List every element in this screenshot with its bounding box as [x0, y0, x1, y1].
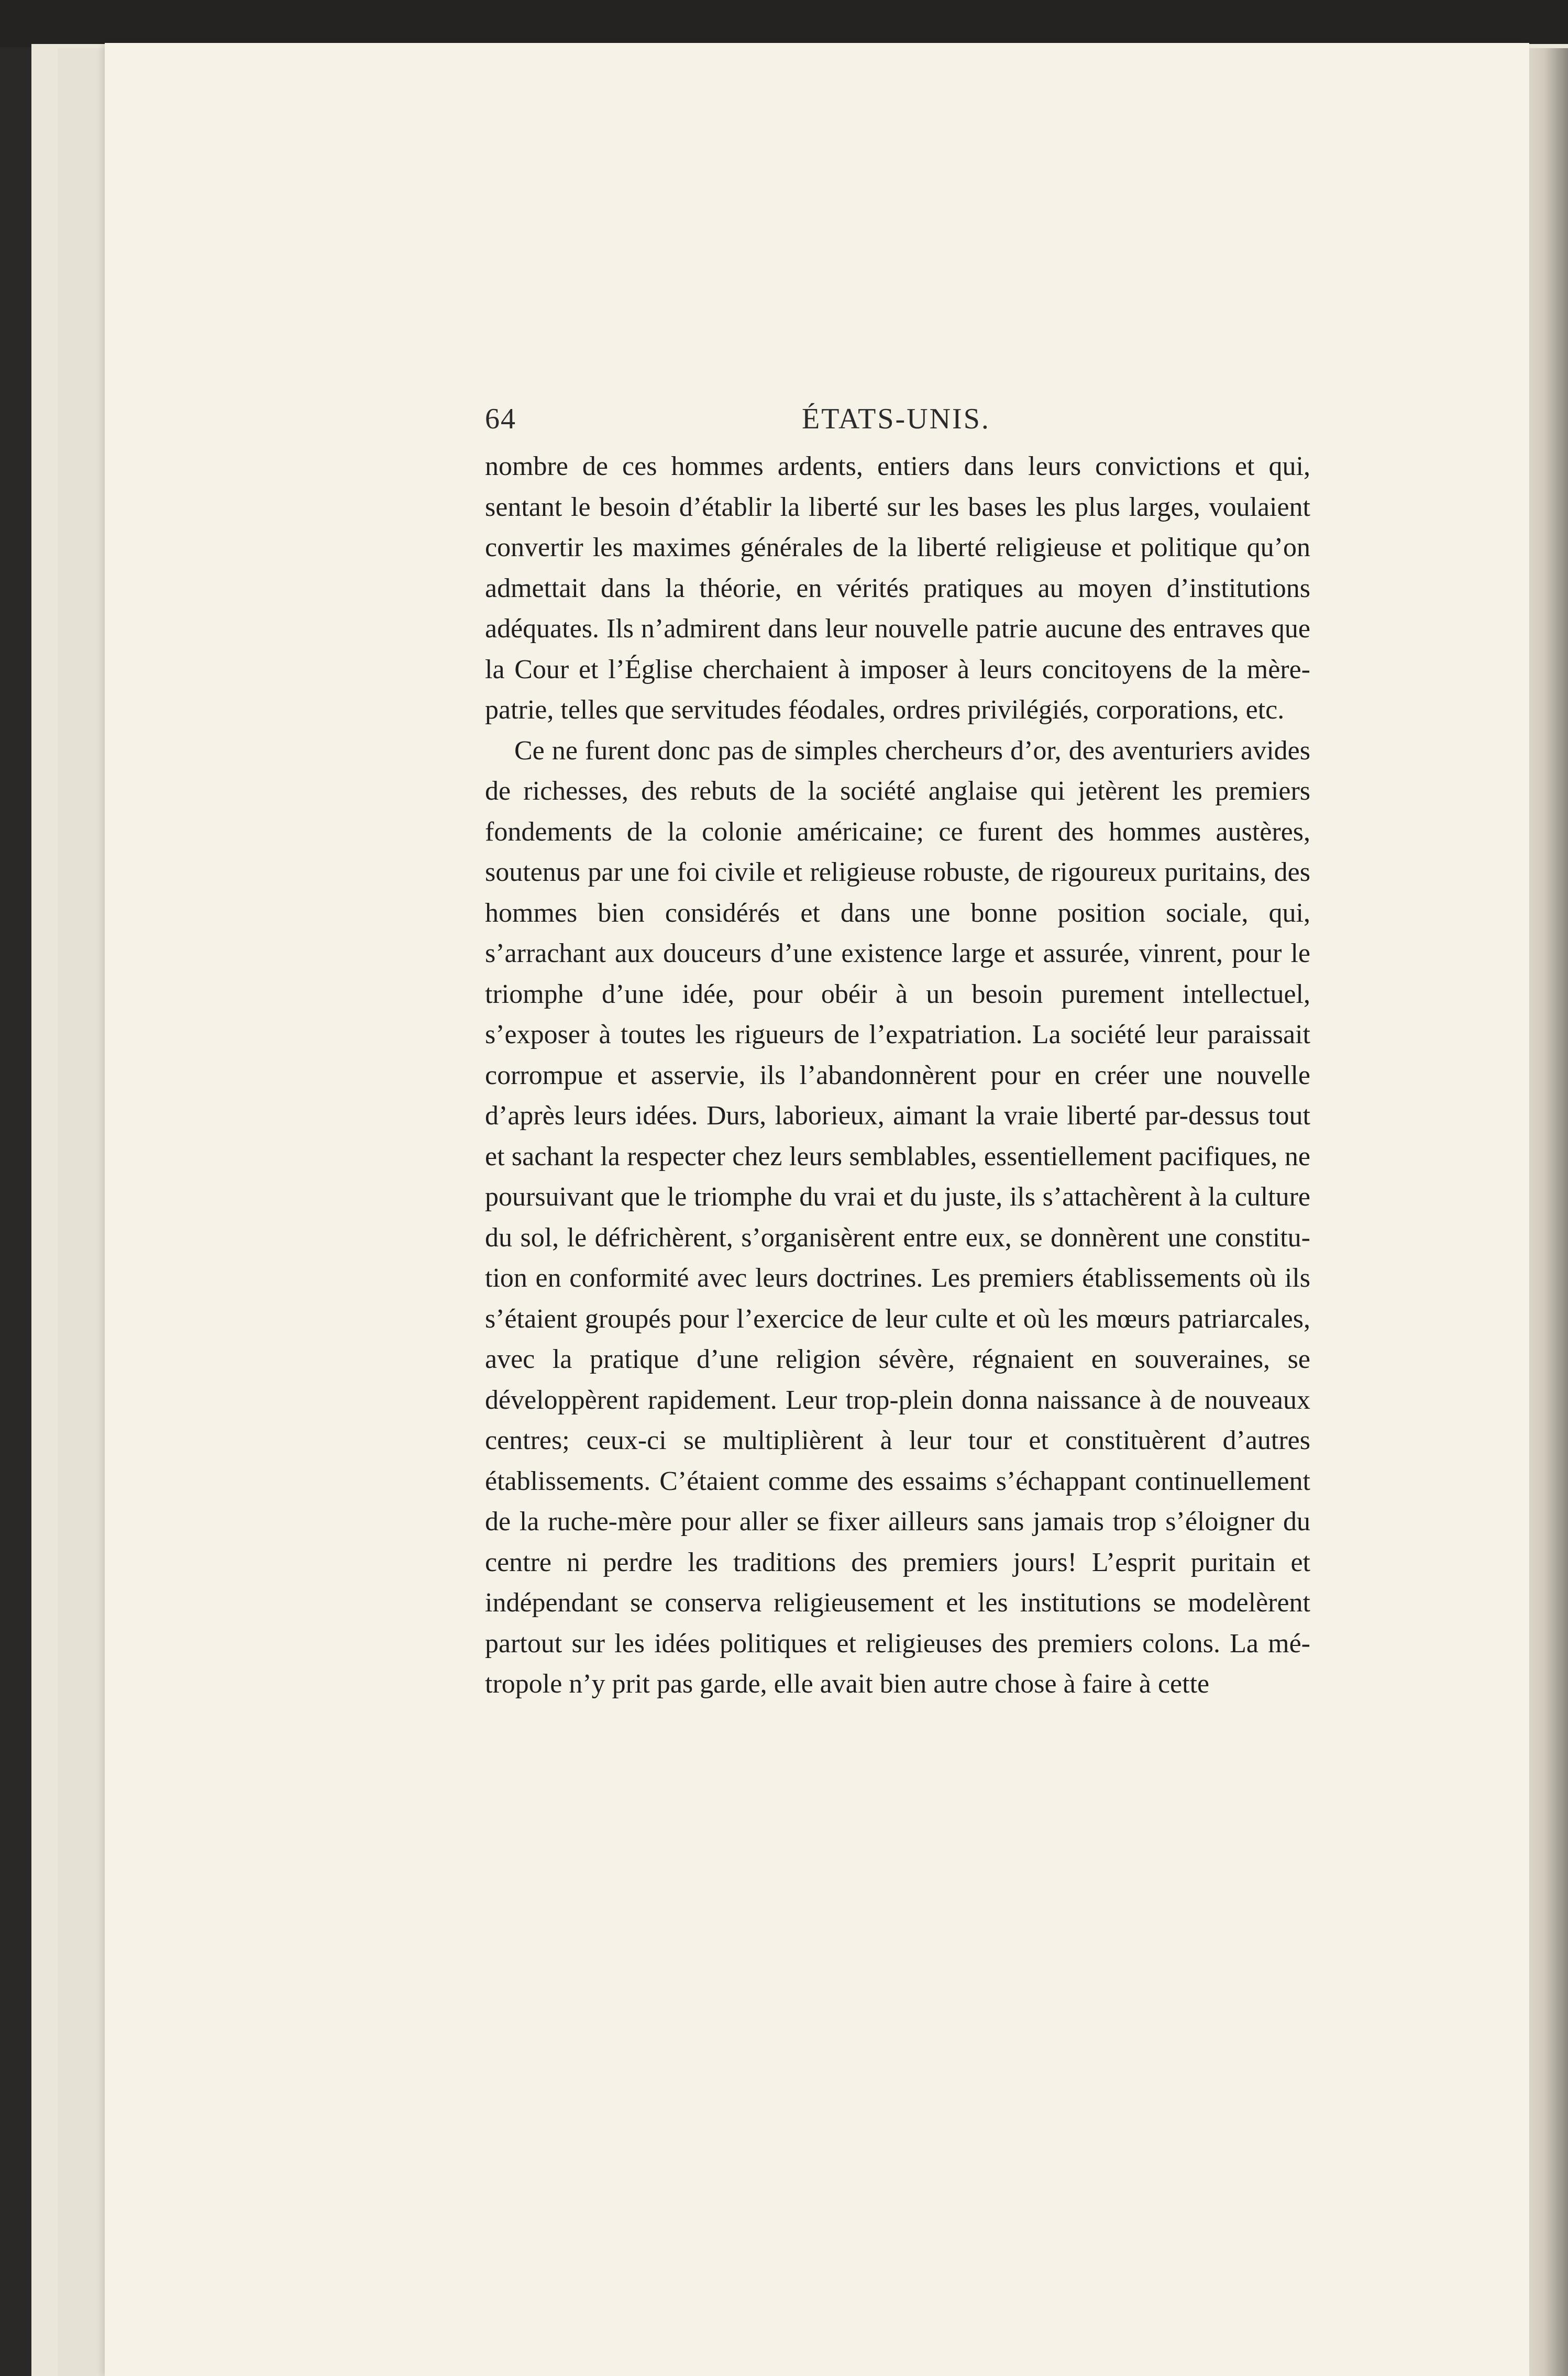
body-text [485, 446, 1310, 1705]
paragraph: Ce ne furent donc pas de simples chercheurs d’or, des aventuriers avides de richesses, des rebuts de la société anglaise qui jetèrent les premiers fondements de la colonie américaine; ce furent des hommes austères, soutenus par une foi civile et religieuse robuste, de rigoureux puritains, des hommes bien considérés et dans une bonne position sociale, qui, s’arrachant aux douceurs d’une existence large et assurée, vinrent, pour le triomphe d’une idée, pour obéir à un besoin purement intellectuel, s’exposer à toutes les rigueurs de l’expatriation. La société leur paraissait corrompue et asservie, ils l’abandonnèrent pour en créer une nouvelle d’après leurs idées. Durs, laborieux, aimant la vraie liberté par-dessus tout et sachant la respecter chez leurs semblables, essentiellement pacifiques, ne poursuivant que le triomphe du vrai et du juste, ils s’attachèrent à la culture du sol, le défrichèrent, s’organisèrent entre eux, se donnèrent une constitution en conformité avec leurs doctrines. Les premiers établissements où ils s’étaient groupés pour l’exercice de leur culte et où les mœurs patriarcales, avec la pratique d’une religion sévère, régnaient en souveraines, se développèrent rapidement. Leur trop-plein donna naissance à de nouveaux centres; ceux-ci se multiplièrent à leur tour et constituèrent d’autres établissements. C’étaient comme des essaims s’échappant continuellement de la ruche-mère pour aller se fixer ailleurs sans jamais trop s’éloigner du centre ni perdre les traditions des premiers jours! L’esprit puritain et indépendant se conserva religieusement et les institutions se modelèrent partout sur les idées politiques et religieuses des premiers colons. La métropole n’y prit pas garde, elle avait bien autre chose à faire à cette [485, 735, 1310, 1699]
running-title: ÉTATS-UNIS. [802, 403, 990, 435]
scan-background [0, 0, 1568, 47]
page-number: 64 [485, 403, 516, 435]
paragraph-continuation: nombre de ces hommes ardents, entiers dans leurs convictions et qui, sentant le besoin d’établir la liberté sur les bases les plus larges, voulaient convertir les maximes générales de la liberté religieuse et politique qu’on admettait dans la théorie, en vérités pratiques au moyen d’institutions adéquates. Ils n’admirent dans leur nouvelle patrie aucune des entraves que la Cour et l’Église cherchaient à imposer à leurs concitoyens de la mère-patrie, telles que servitudes féodales, ordres privilégiés, corporations, etc. [485, 451, 1310, 725]
running-head [105, 360, 1529, 435]
page-stack-right-edge [1529, 48, 1568, 2376]
book-page [105, 43, 1529, 2376]
